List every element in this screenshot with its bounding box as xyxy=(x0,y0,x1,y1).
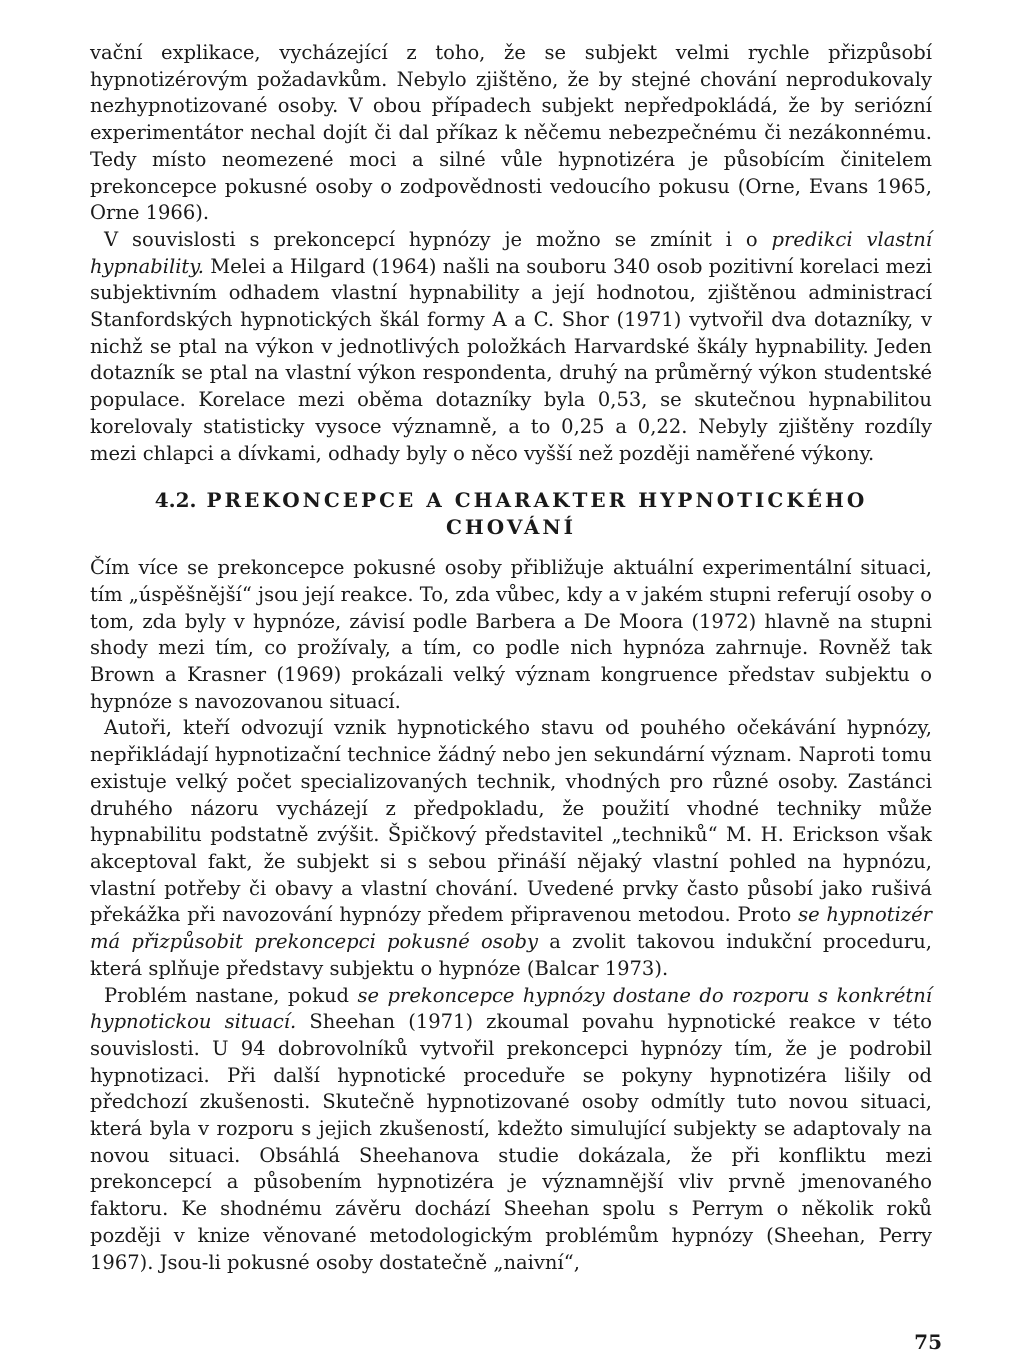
paragraph-4 xyxy=(90,715,932,982)
paragraph-5 xyxy=(90,983,932,1277)
paragraph-3: Čím více se prekoncepce pokusné osoby přibližuje aktuální experimentální situaci, tím „úspěšnější“ jsou její reakce. To, zda vůbec, kdy a v jakém stupni referují osoby o tom, zda byly v hypnóze, závisí podle Barbera a De Moora (1972) hlavně na stupni shody mezi tím, co prožívaly, a tím, co podle nich hypnóza zahrnuje. Rovněž tak Brown a Krasner (1969) prokázali velký význam kongruence představ subjektu o hypnóze s navozovanou situací. xyxy=(90,556,932,713)
paragraph-4-emphasis: se hypnotizér má přizpůsobit prekoncepci pokusné osoby xyxy=(90,903,932,954)
section-heading xyxy=(90,487,932,541)
paragraph-5-text-a: Problém nastane, pokud xyxy=(104,983,358,1007)
paragraph-5-text-b: Sheehan (1971) zkoumal povahu hypnotické reakce v této souvislosti. U 94 dobrovolníků vytvořil prekoncepci hypnózy tím, že je podrobil hypnotizaci. Při další hypnotické proceduře se pokyny hypnotizéra lišily od předchozí zkušenosti. Skutečně hypnotizované osoby odmítly tuto novou situaci, která byla v rozporu s jejich zkušeností, kdežto simulující subjekty se adaptovaly na novou situaci. Obsáhlá Sheehanova studie dokázala, že při konfliktu mezi prekoncepcí a působením hypnotizéra je významnější vliv prvně jmenovaného faktoru. Ke shodnému závěru dochází Sheehan spolu s Perrym o několik roků později v knize věnované metodologickým problémům hypnózy (Sheehan, Perry 1967). Jsou-li pokusné osoby dostatečně „naivní“, xyxy=(90,1010,932,1274)
paragraph-2-emphasis: predikci vlastní hypnability. xyxy=(90,227,932,278)
paragraph-4-text-a: Autoři, kteří odvozují vznik hypnotického stavu od pouhého očekávání hypnózy, nepřikládají hypnotizační technice žádný nebo jen sekundární význam. Naproti tomu existuje velký počet specializovaných technik, vhodných pro různé osoby. Zastánci druhého názoru vycházejí z předpokladu, že použití vhodné techniky může hypnabilitu podstatně zvýšit. Špičkový představitel „techniků“ M. H. Erickson však akceptoval fakt, že subjekt si s sebou přináší nějaký vlastní pohled na hypnózu, vlastní potřeby či obavy a vlastní chování. Uvedené prvky často působí jako rušivá překážka při navozování hypnózy předem připravenou metodou. Proto xyxy=(90,716,932,927)
section-number: 4.2. xyxy=(154,488,197,513)
paragraph-2 xyxy=(90,227,932,467)
page-number: 75 xyxy=(914,1330,942,1354)
paragraph-1: vační explikace, vycházející z toho, že se subjekt velmi rychle přizpůsobí hypnotizérovým požadavkům. Nebylo zjištěno, že by stejné chování neprodukovaly nezhypnotizované osoby. V obou případech subjekt nepředpokládá, že by seriózní experimentátor nechal dojít či dal příkaz k něčemu nebezpečnému či nezákonnému. Tedy místo neomezené moci a silné vůle hypnotizéra je působícím činitelem prekoncepce pokusné osoby o zodpovědnosti vedoucího pokusu (Orne, Evans 1965, Orne 1966). xyxy=(90,41,932,225)
page-body xyxy=(90,40,932,1276)
paragraph-2-text-a: V souvislosti s prekoncepcí hypnózy je možno se zmínit i o xyxy=(104,227,772,251)
paragraph-2-text-b: Melei a Hilgard (1964) našli na souboru 340 osob pozitivní korelaci mezi subjektivním odhadem vlastní hypnability a její hodnotou, zjištěnou administrací Stanfordských hypnotických škál formy A a C. Shor (1971) vytvořil dva dotazníky, v nichž se ptal na výkon v jednotlivých položkách Harvardské škály hypnability. Jeden dotazník se ptal na vlastní výkon respondenta, druhý na průměrný výkon studentské populace. Korelace mezi oběma dotazníky byla 0,53, se skutečnou hypnabilitou korelovaly statisticky vysoce významně, a to 0,25 a 0,22. Nebyly zjištěny rozdíly mezi chlapci a dívkami, odhady byly o něco vyšší než později naměřené výkony. xyxy=(90,254,932,465)
section-title: PREKONCEPCE A CHARAKTER HYPNOTICKÉHO CHOVÁNÍ xyxy=(206,488,868,540)
paragraph-4-text-b: a zvolit takovou indukční proceduru, která splňuje představy subjektu o hypnóze (Balcar 1973). xyxy=(90,930,932,980)
paragraph-5-emphasis: se prekoncepce hypnózy dostane do rozporu s konkrétní hypnotickou situací. xyxy=(90,983,932,1034)
